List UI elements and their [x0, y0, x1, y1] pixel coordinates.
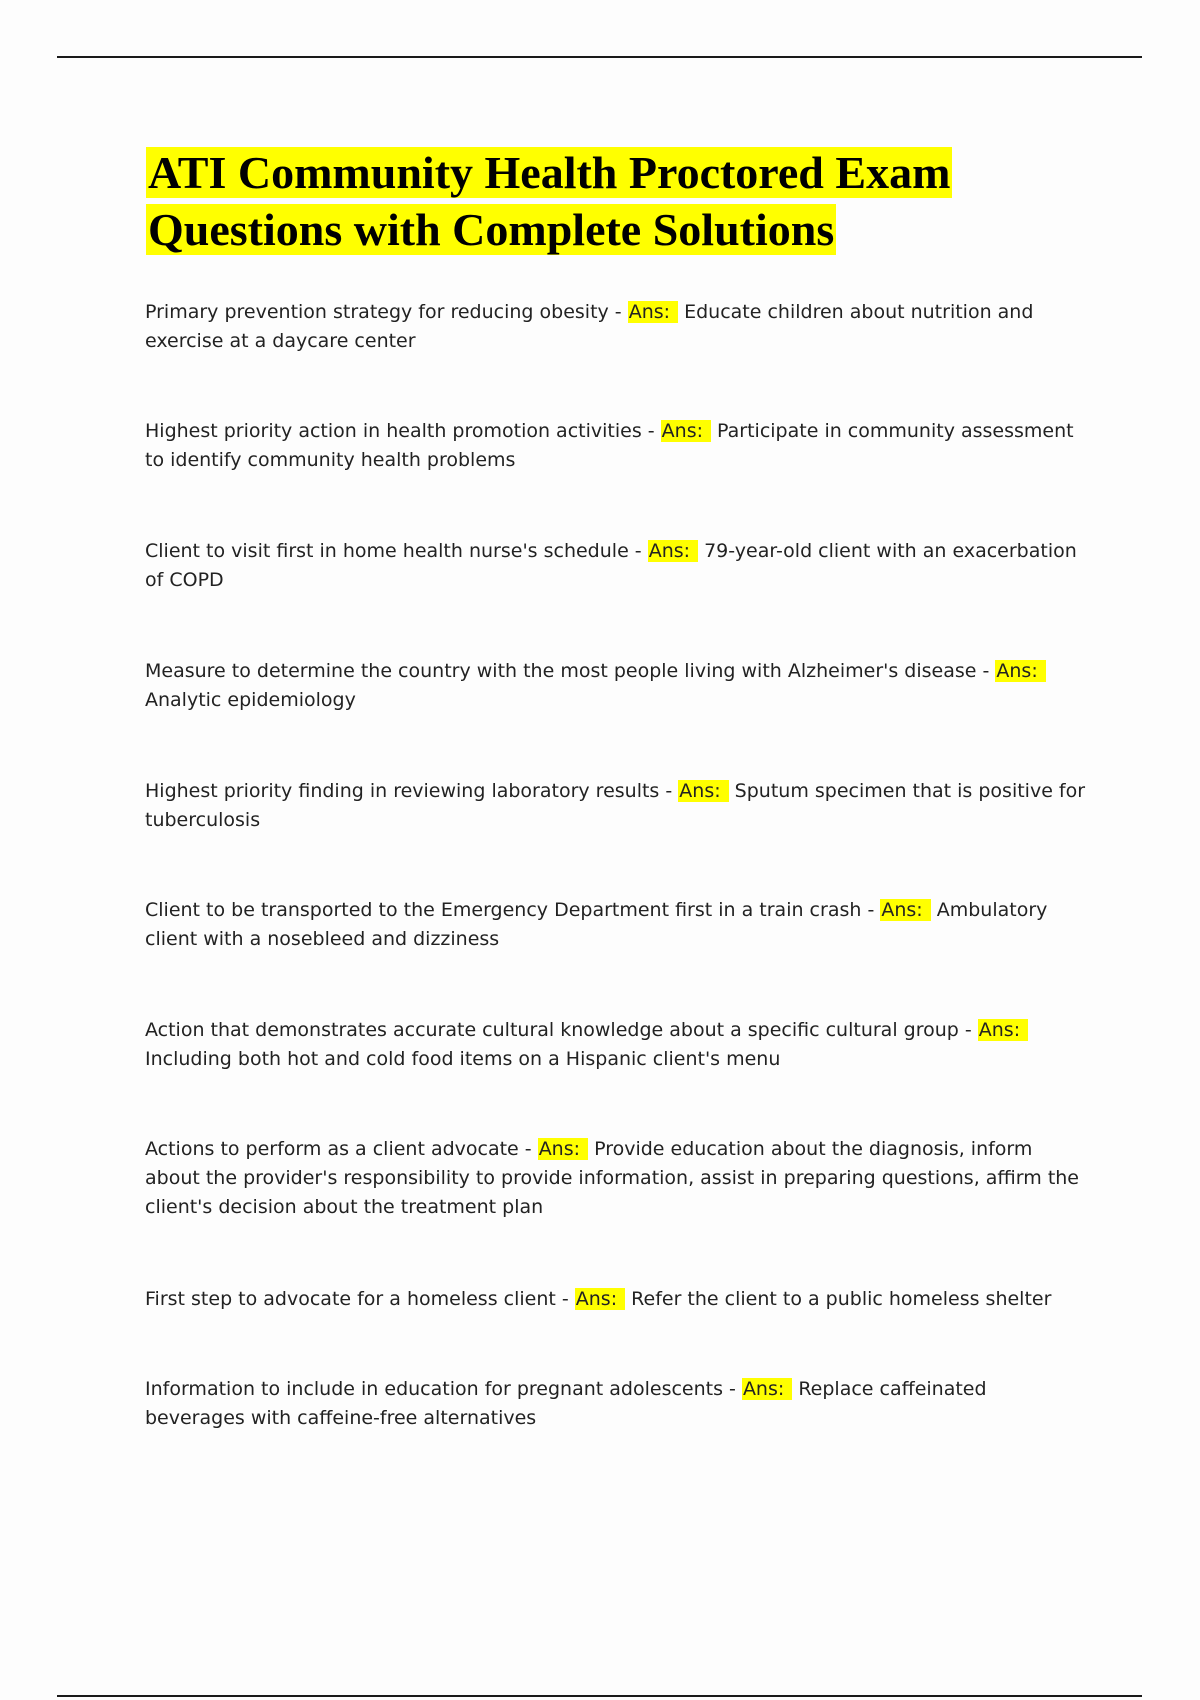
answer-text: Replace caffeinated beverages with caffeine-free alternatives: [145, 1378, 987, 1429]
question-text: Primary prevention strategy for reducing obesity: [145, 301, 609, 323]
qa-item: [145, 1285, 1090, 1314]
answer-text: Ambulatory client with a nosebleed and dizziness: [145, 899, 1048, 950]
qa-item: [145, 896, 1090, 954]
qa-item: [145, 1375, 1090, 1433]
separator: -: [608, 301, 628, 323]
answer-label: Ans:: [648, 540, 698, 562]
qa-item: [145, 417, 1090, 475]
answer-text: Educate children about nutrition and exercise at a daycare center: [145, 301, 1034, 352]
separator: -: [628, 540, 648, 562]
document-title-text: ATI Community Health Proctored Exam Questions with Complete Solutions: [148, 147, 951, 255]
separator: -: [659, 780, 679, 802]
answer-text: Participate in community assessment to identify community health problems: [145, 420, 1074, 471]
footer-rule: [57, 1695, 1142, 1697]
separator: -: [555, 1288, 575, 1310]
answer-label: Ans:: [995, 660, 1045, 682]
separator: -: [861, 899, 881, 921]
separator: -: [641, 420, 661, 442]
answer-label: Ans:: [978, 1019, 1028, 1041]
header-rule: [57, 56, 1142, 58]
question-text: Measure to determine the country with the most people living with Alzheimer's disease: [145, 660, 977, 682]
qa-list: [145, 298, 1090, 1433]
qa-item: [145, 537, 1090, 595]
answer-label: Ans:: [628, 301, 678, 323]
question-text: Client to be transported to the Emergency Department first in a train crash: [145, 899, 862, 921]
question-text: Information to include in education for pregnant adolescents: [145, 1378, 723, 1400]
question-text: Highest priority action in health promotion activities: [145, 420, 642, 442]
answer-label: Ans:: [538, 1138, 588, 1160]
answer-text: Provide education about the diagnosis, inform about the provider's responsibility to provide information, assist in preparing questions, affirm the client's decision about the treatment plan: [145, 1138, 1079, 1218]
qa-item: [145, 1135, 1090, 1222]
qa-item: [145, 298, 1090, 356]
answer-label: Ans:: [880, 899, 930, 921]
answer-label: Ans:: [575, 1288, 625, 1310]
separator: -: [976, 660, 996, 682]
question-text: Actions to perform as a client advocate: [145, 1138, 519, 1160]
qa-item: [145, 1016, 1090, 1074]
question-text: Action that demonstrates accurate cultural knowledge about a specific cultural group: [145, 1019, 959, 1041]
answer-text: 79-year-old client with an exacerbation of COPD: [145, 540, 1077, 591]
document-title: [146, 144, 1106, 258]
answer-label: Ans:: [661, 420, 711, 442]
question-text: Client to visit first in home health nurse's schedule: [145, 540, 629, 562]
separator: -: [518, 1138, 538, 1160]
separator: -: [723, 1378, 742, 1400]
question-text: First step to advocate for a homeless client: [145, 1288, 556, 1310]
answer-text: Refer the client to a public homeless shelter: [631, 1288, 1052, 1310]
qa-item: [145, 657, 1090, 715]
qa-item: [145, 777, 1090, 835]
answer-label: Ans:: [678, 780, 728, 802]
answer-text: Sputum specimen that is positive for tuberculosis: [145, 780, 1086, 831]
separator: -: [958, 1019, 978, 1041]
answer-label: Ans:: [742, 1378, 792, 1400]
answer-text: Analytic epidemiology: [145, 689, 356, 711]
answer-text: Including both hot and cold food items on a Hispanic client's menu: [145, 1048, 781, 1070]
question-text: Highest priority finding in reviewing laboratory results: [145, 780, 660, 802]
